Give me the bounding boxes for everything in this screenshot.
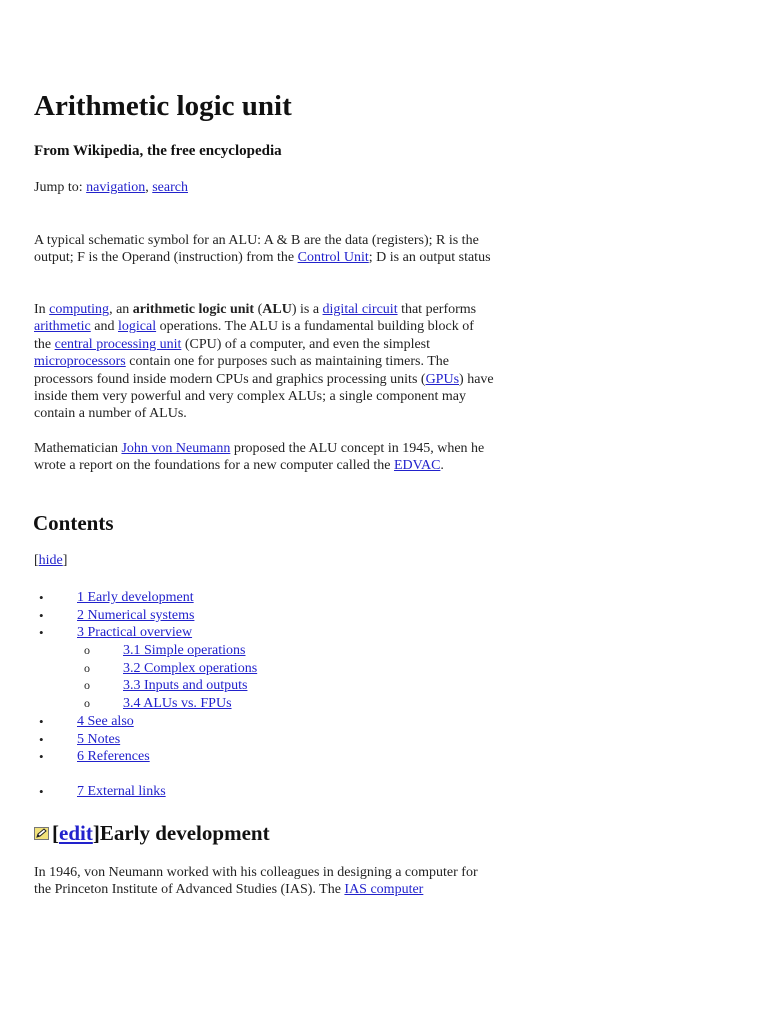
- bullet-icon: •: [39, 749, 44, 765]
- toc-link-simple-operations[interactable]: 3.1 Simple operations: [123, 643, 246, 659]
- image-caption: [34, 232, 494, 267]
- jump-navigation-link[interactable]: navigation: [86, 180, 146, 195]
- caption-text-end: ; D is an output status: [368, 250, 491, 266]
- toc-item: [34, 624, 257, 642]
- circle-bullet-icon: o: [84, 660, 90, 675]
- alu-abbrev: ALU: [262, 302, 292, 317]
- computing-link[interactable]: computing: [49, 302, 110, 317]
- bullet-icon: •: [39, 783, 44, 799]
- hide-bracket-close: ]: [62, 553, 68, 568]
- bullet-icon: •: [39, 731, 44, 747]
- circle-bullet-icon: o: [84, 643, 90, 658]
- toc-link-early-development[interactable]: 1 Early development: [77, 590, 194, 605]
- early-development-paragraph: [34, 864, 494, 899]
- caption-text: A typical schematic symbol for an ALU: A & B are the data (registers); R is the output; F is the Operand (instruction) from the: [34, 233, 479, 266]
- edvac-link[interactable]: EDVAC: [393, 458, 441, 474]
- intro-text: ) have inside them very powerful and very complex ALUs; a single component may contain a number of ALUs.: [34, 371, 494, 422]
- edit-bracket-close: ]: [92, 821, 100, 845]
- intro-text: ) is a: [291, 302, 323, 317]
- vn-text: .: [440, 458, 444, 474]
- toc-item: [34, 607, 257, 625]
- cpu-link[interactable]: central processing unit: [54, 336, 182, 352]
- toc-subitem: [34, 660, 257, 678]
- intro-text: , an: [109, 302, 133, 317]
- vn-text: Mathematician: [34, 441, 122, 456]
- digital-circuit-link[interactable]: digital circuit: [322, 302, 398, 317]
- intro-text: that performs: [397, 302, 477, 317]
- intro-text: operations. The ALU is a fundamental building block of the: [34, 319, 474, 352]
- toc-link-alus-vs-fpus[interactable]: 3.4 ALUs vs. FPUs: [123, 696, 232, 712]
- toc-subitem: [34, 642, 257, 660]
- hide-bracket-open: [: [34, 553, 39, 568]
- toc-link-complex-operations[interactable]: 3.2 Complex operations: [123, 660, 258, 676]
- jump-prefix: Jump to:: [34, 180, 87, 195]
- section-heading-early-development: [34, 821, 270, 846]
- bullet-icon: •: [39, 590, 44, 605]
- jump-to-bar: [34, 180, 188, 196]
- intro-text: In: [34, 302, 50, 317]
- toc-link-inputs-and-outputs[interactable]: 3.3 Inputs and outputs: [123, 678, 248, 694]
- pencil-edit-icon[interactable]: [34, 827, 49, 840]
- early-text: In 1946, von Neumann worked with his colleagues in designing a computer for the Princeton Institute of Advanced Studies (IAS). The: [34, 865, 478, 898]
- von-neumann-paragraph: [34, 440, 494, 475]
- circle-bullet-icon: o: [84, 678, 90, 693]
- gpus-link[interactable]: GPUs: [425, 371, 460, 387]
- circle-bullet-icon: o: [84, 696, 90, 711]
- toc-subitem: [34, 677, 257, 695]
- edit-section-link[interactable]: edit: [59, 821, 93, 845]
- jump-search-link[interactable]: search: [152, 180, 188, 195]
- toc-item: [34, 589, 257, 607]
- toc-item: [34, 713, 257, 731]
- john-von-neumann-link[interactable]: John von Neumann: [121, 441, 231, 456]
- logical-link[interactable]: logical: [117, 319, 157, 335]
- toc-item: [34, 748, 257, 766]
- toc-link-numerical-systems[interactable]: 2 Numerical systems: [77, 607, 195, 623]
- intro-text: (: [254, 302, 263, 317]
- intro-text: (CPU) of a computer, and even the simplest: [181, 336, 431, 352]
- contents-heading: Contents: [33, 511, 114, 535]
- toc-hide-link[interactable]: hide: [38, 553, 63, 568]
- bullet-icon: •: [39, 607, 44, 623]
- page-subtitle: From Wikipedia, the free encyclopedia: [34, 143, 282, 159]
- toc-link-practical-overview[interactable]: 3 Practical overview: [77, 625, 193, 641]
- edit-bracket-open: [: [52, 821, 59, 845]
- toc-subitem: [34, 695, 257, 713]
- toc-link-references[interactable]: 6 References: [77, 749, 150, 765]
- ias-computer-link[interactable]: IAS computer: [344, 882, 424, 898]
- toc-item: [34, 783, 257, 801]
- alu-full-name: arithmetic logic unit: [132, 302, 255, 317]
- microprocessors-link[interactable]: microprocessors: [34, 354, 126, 370]
- toc-link-notes[interactable]: 5 Notes: [77, 731, 121, 747]
- toc-hide-toggle: [34, 553, 67, 569]
- jump-separator: ,: [145, 180, 153, 195]
- section-title: Early development: [99, 821, 270, 845]
- bullet-icon: •: [39, 713, 44, 729]
- table-of-contents: [34, 589, 257, 801]
- page-title: Arithmetic logic unit: [34, 90, 292, 122]
- intro-text: contain one for purposes such as maintaining timers. The processors found inside modern CPUs and graphics processing units (: [34, 354, 449, 387]
- arithmetic-link[interactable]: arithmetic: [34, 319, 91, 335]
- toc-link-see-also[interactable]: 4 See also: [77, 713, 134, 729]
- toc-link-external-links[interactable]: 7 External links: [77, 783, 166, 799]
- bullet-icon: •: [39, 625, 44, 641]
- vn-text: proposed the ALU concept in 1945, when he wrote a report on the foundations for a new computer called the: [34, 441, 485, 474]
- toc-item: [34, 731, 257, 749]
- intro-text: and: [90, 319, 118, 335]
- intro-paragraph: [34, 301, 494, 423]
- control-unit-link[interactable]: Control Unit: [297, 250, 369, 266]
